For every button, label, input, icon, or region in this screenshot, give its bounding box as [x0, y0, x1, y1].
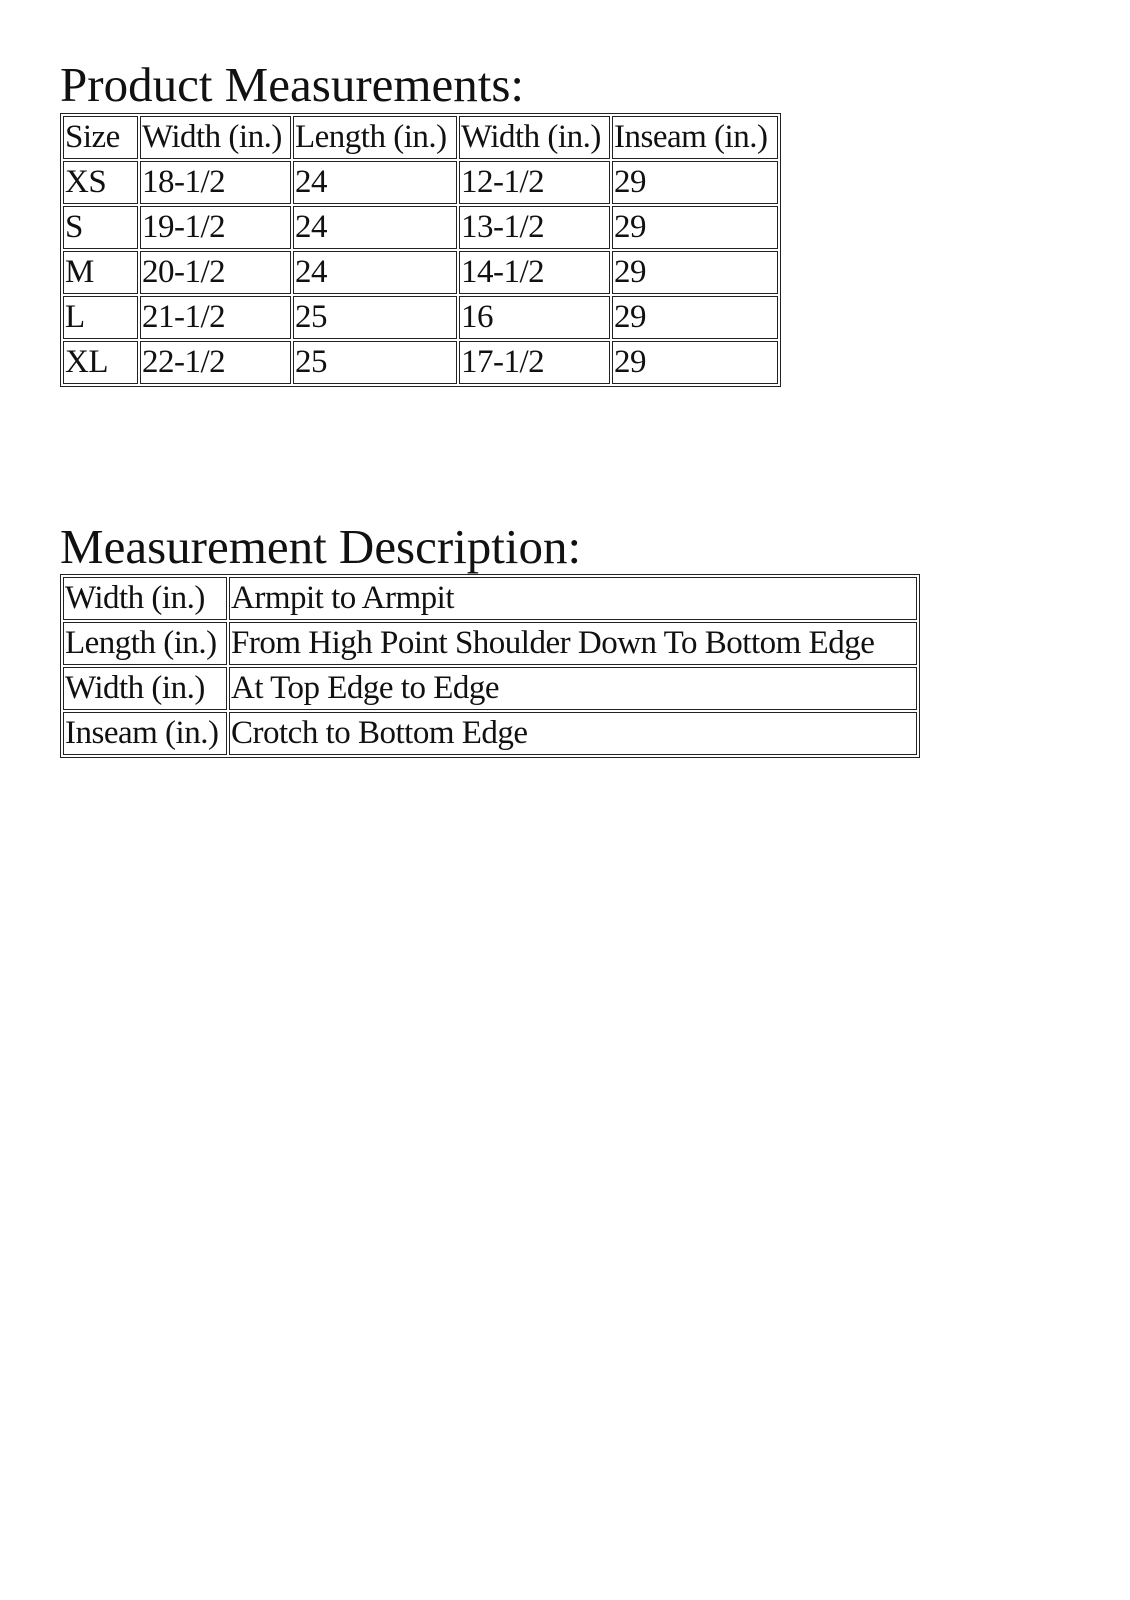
- header-length: Length (in.): [293, 116, 457, 159]
- description-definition: From High Point Shoulder Down To Bottom Edge: [229, 622, 917, 665]
- table-row: [63, 161, 778, 204]
- measurements-table: [60, 113, 781, 387]
- header-top-width: Width (in.): [459, 116, 610, 159]
- cell-width: 22-1/2: [140, 341, 291, 384]
- description-definition: At Top Edge to Edge: [229, 667, 917, 710]
- product-measurements-title: Product Measurements:: [60, 57, 525, 112]
- table-row: [63, 251, 778, 294]
- cell-size: XS: [63, 161, 138, 204]
- table-row: [63, 206, 778, 249]
- description-term: Length (in.): [63, 622, 227, 665]
- cell-length: 24: [293, 251, 457, 294]
- cell-top-width: 12-1/2: [459, 161, 610, 204]
- cell-inseam: 29: [612, 296, 778, 339]
- description-definition: Crotch to Bottom Edge: [229, 712, 917, 755]
- cell-inseam: 29: [612, 206, 778, 249]
- cell-length: 25: [293, 296, 457, 339]
- table-row: [63, 622, 917, 665]
- header-size: Size: [63, 116, 138, 159]
- table-header-row: [63, 116, 778, 159]
- cell-width: 19-1/2: [140, 206, 291, 249]
- table-row: [63, 577, 917, 620]
- cell-width: 20-1/2: [140, 251, 291, 294]
- cell-top-width: 13-1/2: [459, 206, 610, 249]
- cell-inseam: 29: [612, 341, 778, 384]
- table-row: [63, 712, 917, 755]
- description-term: Inseam (in.): [63, 712, 227, 755]
- description-term: Width (in.): [63, 667, 227, 710]
- description-definition: Armpit to Armpit: [229, 577, 917, 620]
- table-row: [63, 667, 917, 710]
- cell-length: 24: [293, 161, 457, 204]
- cell-size: S: [63, 206, 138, 249]
- cell-inseam: 29: [612, 161, 778, 204]
- table-row: [63, 296, 778, 339]
- cell-size: M: [63, 251, 138, 294]
- cell-length: 25: [293, 341, 457, 384]
- cell-top-width: 14-1/2: [459, 251, 610, 294]
- cell-width: 21-1/2: [140, 296, 291, 339]
- header-inseam: Inseam (in.): [612, 116, 778, 159]
- cell-top-width: 16: [459, 296, 610, 339]
- cell-size: XL: [63, 341, 138, 384]
- cell-inseam: 29: [612, 251, 778, 294]
- cell-length: 24: [293, 206, 457, 249]
- measurement-description-title: Measurement Description:: [60, 519, 582, 574]
- description-table: [60, 574, 920, 758]
- header-width: Width (in.): [140, 116, 291, 159]
- cell-size: L: [63, 296, 138, 339]
- cell-top-width: 17-1/2: [459, 341, 610, 384]
- cell-width: 18-1/2: [140, 161, 291, 204]
- table-row: [63, 341, 778, 384]
- description-term: Width (in.): [63, 577, 227, 620]
